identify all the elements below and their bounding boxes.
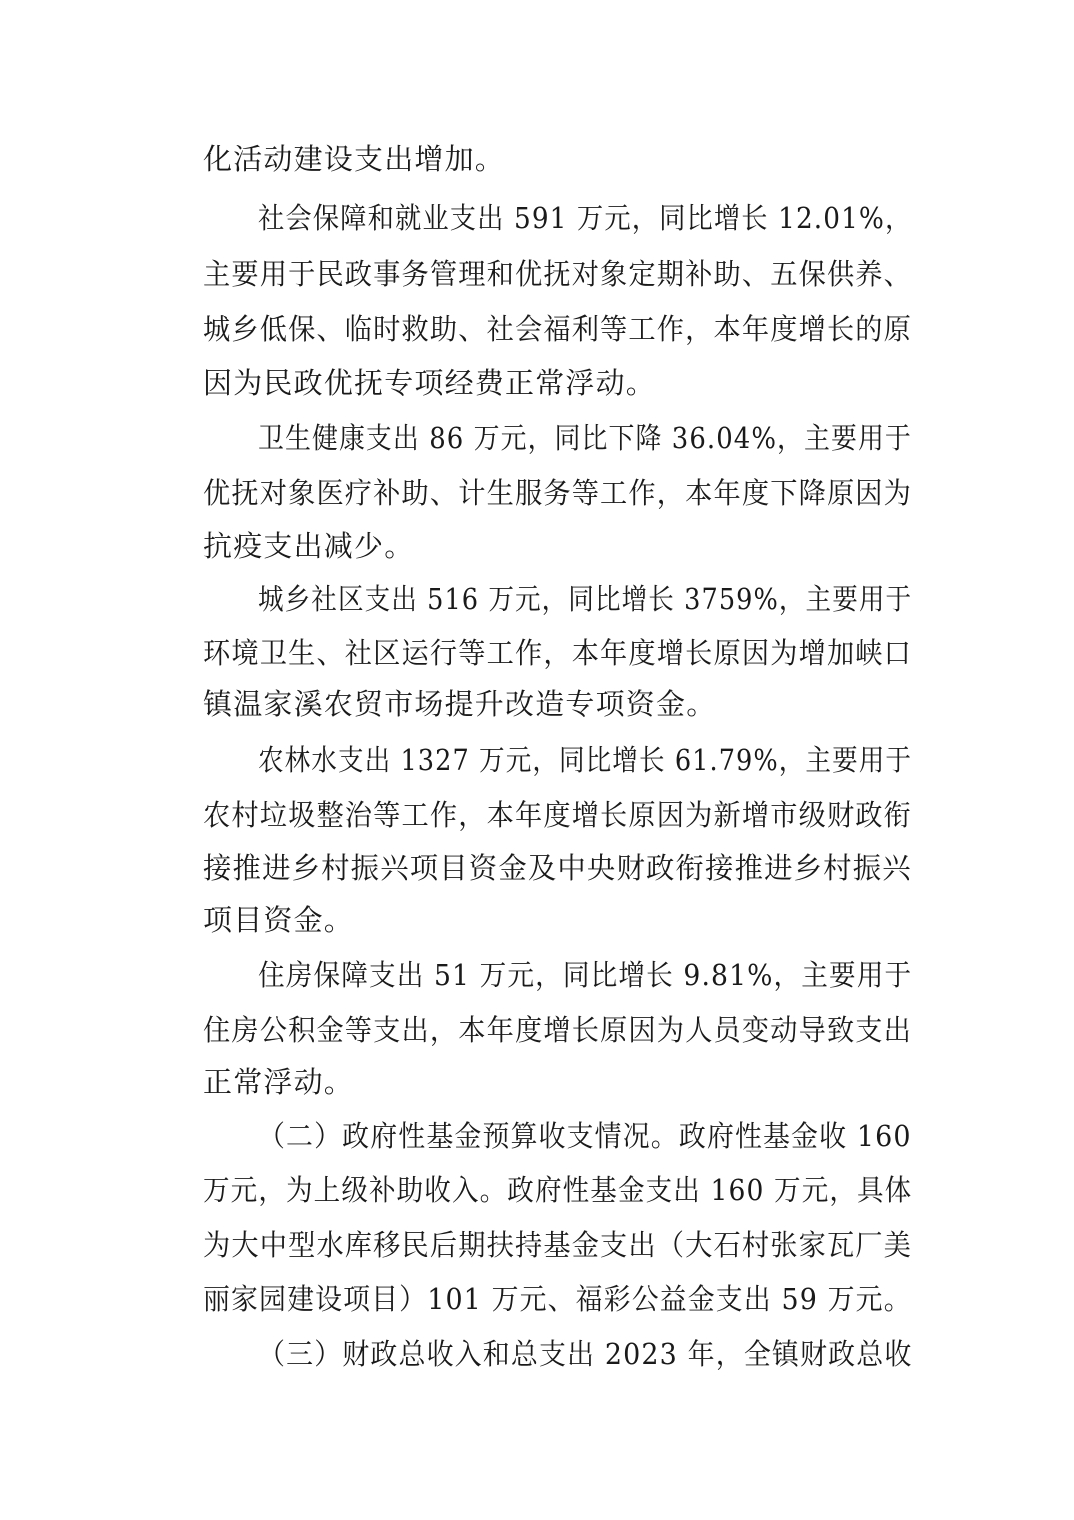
- paragraph-start-line: 城乡社区支出 516 万元，同比增长 3759%，主要用于: [258, 582, 913, 616]
- text-line: 优抚对象医疗补助、计生服务等工作，本年度下降原因为: [203, 476, 913, 510]
- text-line: 城乡低保、临时救助、社会福利等工作，本年度增长的原: [203, 312, 913, 346]
- text-line: 因为民政优抚专项经费正常浮动。: [203, 366, 657, 400]
- text-line: 住房公积金等支出，本年度增长原因为人员变动导致支出: [203, 1013, 913, 1047]
- text-line: 镇温家溪农贸市场提升改造专项资金。: [203, 687, 717, 721]
- text-line: 环境卫生、社区运行等工作，本年度增长原因为增加峡口: [203, 636, 913, 670]
- text-line: 正常浮动。: [203, 1065, 355, 1099]
- paragraph-start-line: 卫生健康支出 86 万元，同比下降 36.04%，主要用于: [258, 421, 912, 455]
- text-line: 为大中型水库移民后期扶持基金支出（大石村张家瓦厂美: [203, 1228, 913, 1262]
- text-line: 丽家园建设项目）101 万元、福彩公益金支出 59 万元。: [203, 1282, 912, 1316]
- text-line: 化活动建设支出增加。: [203, 142, 506, 176]
- text-line: 农村垃圾整治等工作，本年度增长原因为新增市级财政衔: [203, 798, 913, 832]
- text-line: 万元，为上级补助收入。政府性基金支出 160 万元，具体: [203, 1173, 913, 1207]
- section-heading-line: （三）财政总收入和总支出 2023 年，全镇财政总收: [258, 1337, 913, 1371]
- text-line: 项目资金。: [203, 903, 355, 937]
- paragraph-start-line: 住房保障支出 51 万元，同比增长 9.81%，主要用于: [258, 958, 913, 992]
- section-heading-line: （二）政府性基金预算收支情况。政府性基金收 160: [258, 1119, 912, 1153]
- paragraph-start-line: 农林水支出 1327 万元，同比增长 61.79%，主要用于: [258, 743, 913, 777]
- paragraph-start-line: 社会保障和就业支出 591 万元，同比增长 12.01%，: [258, 201, 913, 235]
- text-line: 接推进乡村振兴项目资金及中央财政衔接推进乡村振兴: [203, 851, 912, 885]
- text-line: 抗疫支出减少。: [203, 529, 415, 563]
- text-line: 主要用于民政事务管理和优抚对象定期补助、五保供养、: [203, 257, 913, 291]
